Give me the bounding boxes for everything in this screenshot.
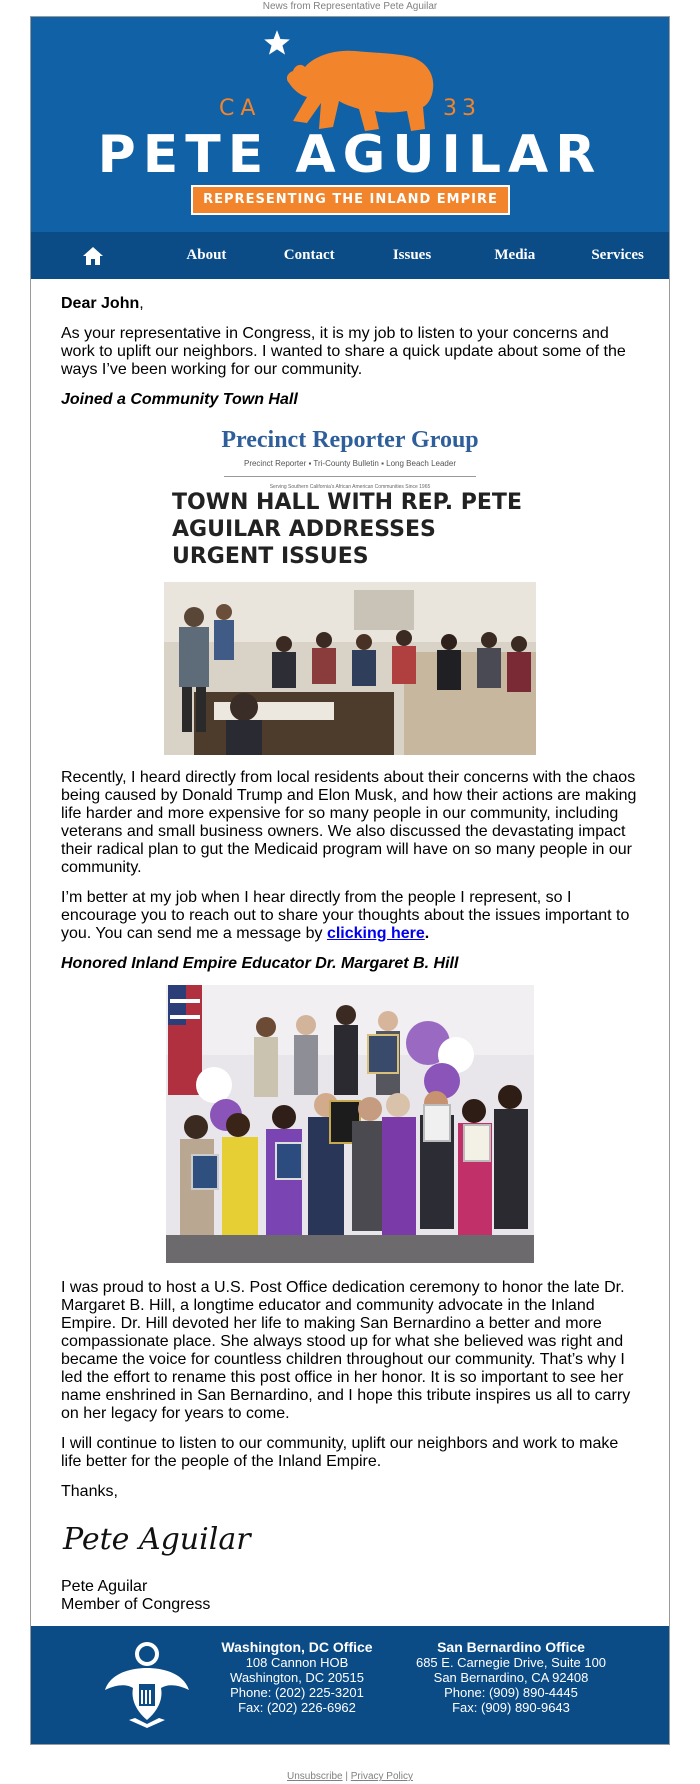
email-body (31, 279, 669, 1614)
representative-name: PETE AGUILAR (97, 125, 603, 185)
nav-link-contact[interactable]: Contact (283, 247, 335, 263)
email-container (30, 16, 670, 1745)
nav-home[interactable] (31, 246, 155, 266)
section-heading-educator: Honored Inland Empire Educator Dr. Margaret B. Hill (61, 955, 459, 972)
preheader-text: News from Representative Pete Aguilar (262, 1, 438, 12)
publication-tagline: Serving Southern California’s African American Communities Since 1965 (224, 476, 476, 496)
intro-paragraph: As your representative in Congress, it is my job to listen to your concerns and work to uplift our neighbors. I wanted to share a quick update about some of the ways I’ve been working for our community. (61, 325, 626, 378)
sb-office-fax: Fax: (909) 890-9643 (452, 1700, 570, 1715)
sb-office (411, 1640, 611, 1715)
news-headline: TOWN HALL WITH REP. PETE AGUILAR ADDRESSES URGENT ISSUES (172, 490, 522, 569)
privacy-policy-link[interactable]: Privacy Policy (350, 1771, 413, 1782)
legal-links (0, 1771, 700, 1782)
dc-office-address-1: 108 Cannon HOB (245, 1655, 349, 1670)
sb-office-phone: Phone: (909) 890-4445 (444, 1685, 578, 1700)
home-icon[interactable] (82, 246, 104, 266)
section-heading-town-hall: Joined a Community Town Hall (61, 391, 298, 408)
town-hall-photo (164, 582, 536, 755)
header-banner (31, 17, 669, 232)
greeting: Dear John, (61, 295, 144, 312)
greeting-name: Dear John (61, 295, 140, 312)
dc-office (217, 1640, 377, 1715)
publication-name: Precinct Reporter Group (221, 427, 479, 453)
banner-tagline: REPRESENTING THE INLAND EMPIRE (191, 185, 510, 215)
publication-logo (164, 421, 536, 490)
news-clipping-image (164, 421, 536, 755)
thanks-text: Thanks, (61, 1483, 118, 1500)
nav-bar (31, 232, 669, 279)
dc-office-fax: Fax: (202) 226-6962 (238, 1700, 356, 1715)
signoff-name: Pete Aguilar (61, 1578, 148, 1595)
signature-image (61, 1515, 251, 1567)
dc-office-address-2: Washington, DC 20515 (230, 1670, 364, 1685)
sb-office-address-1: 685 E. Carnegie Drive, Suite 100 (415, 1655, 607, 1670)
closing-paragraph: I will continue to listen to our community, uplift our neighbors and work to make life better for the people of the Inland Empire. (61, 1435, 619, 1470)
nav-link-media[interactable]: Media (494, 247, 536, 263)
clicking-here-link[interactable]: clicking here (326, 925, 425, 942)
dc-office-phone: Phone: (202) 225-3201 (230, 1685, 364, 1700)
post-office-dedication-photo (166, 985, 534, 1263)
educator-paragraph: I was proud to host a U.S. Post Office dedication ceremony to honor the late Dr. Margaret B. Hill, a longtime educator and community advocate in the Inland Empire. Dr. Hill devoted her life to making San Bernardino a better and more compassionate place. She always stood up for what she believed was right and became the voice for countless children throughout our community. That’s why I led the effort to rename this post office in her honor. It is so important to see her name enshrined in San Bernardino, and I hope this tribute inspires us all to carry on her legacy for years to come. (61, 1279, 631, 1422)
sb-office-address-2: San Bernardino, CA 92408 (433, 1670, 589, 1685)
district-label: 33 (443, 96, 481, 121)
bear-icon (283, 43, 439, 135)
legal-separator: | (345, 1771, 348, 1782)
nav-link-services[interactable]: Services (591, 247, 644, 263)
svg-text:Pete Aguilar: Pete Aguilar (63, 1522, 251, 1557)
dc-office-heading: Washington, DC Office (221, 1639, 373, 1655)
congressional-seal-icon (103, 1638, 191, 1730)
state-label: CA (219, 96, 262, 121)
nav-link-about[interactable]: About (186, 247, 227, 263)
sb-office-heading: San Bernardino Office (437, 1639, 585, 1655)
contact-paragraph: I’m better at my job when I hear directly from the people I represent, so I encourage you to reach out to share your thoughts about the issues important to you. You can send me a message by clicking here. (61, 889, 630, 942)
nav-link-issues[interactable]: Issues (392, 247, 432, 263)
footer (31, 1626, 669, 1744)
signoff-title: Member of Congress (61, 1596, 211, 1613)
unsubscribe-link[interactable]: Unsubscribe (286, 1771, 343, 1782)
town-hall-paragraph: Recently, I heard directly from local residents about their concerns with the chaos being caused by Donald Trump and Elon Musk, and how their actions are making life harder and more expensive for so many people in our community, including veterans and small business owners. We also discussed the devastating impact their radical plan to gut the Medicaid program will have on so many people in our community. (61, 769, 637, 876)
publication-list: Precinct Reporter ▪ Tri-County Bulletin ▪ Long Beach Leader (243, 459, 456, 468)
